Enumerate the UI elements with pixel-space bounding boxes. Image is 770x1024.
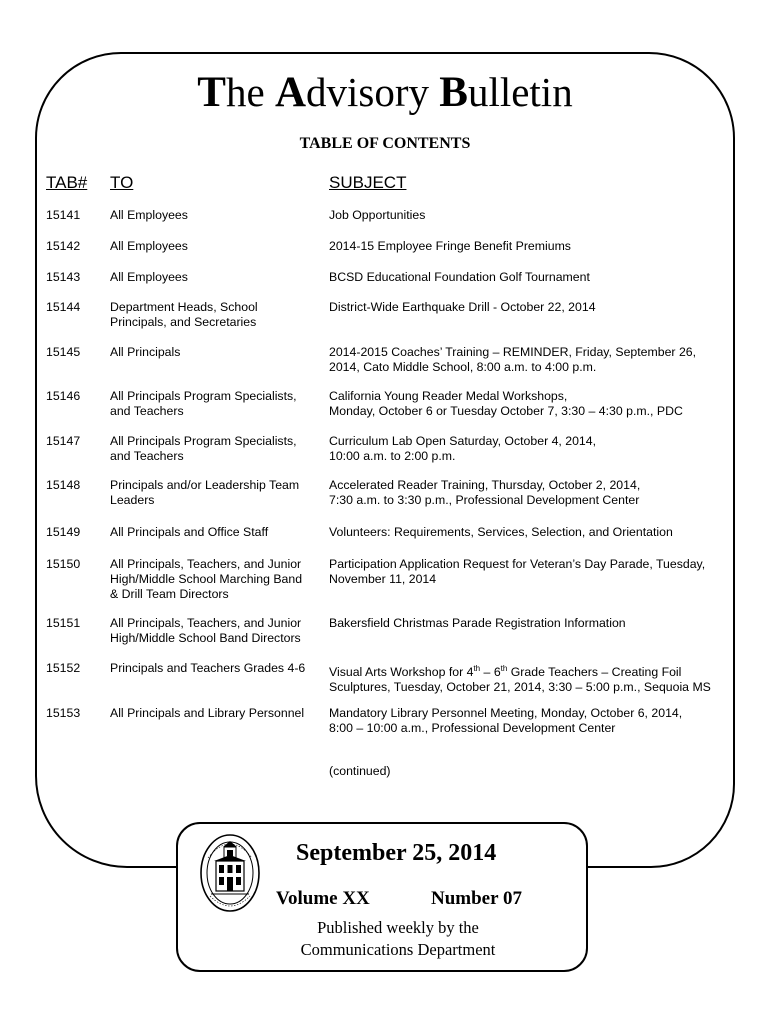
tab-number: 15141 <box>46 208 81 222</box>
tab-number: 15149 <box>46 525 81 539</box>
recipient: All Principals, Teachers, and Junior High/Middle School Marching Band & Drill Team Directors <box>110 557 303 601</box>
tab-number: 15152 <box>46 661 81 675</box>
district-seal-icon <box>198 832 262 914</box>
recipient: All Principals Program Specialists, and Teachers <box>110 389 297 418</box>
table-of-contents-heading: TABLE OF CONTENTS <box>299 135 471 152</box>
subject: California Young Reader Medal Workshops, Monday, October 6 or Tuesday October 7, 3:30 – 4:30 p.m., PDC <box>329 389 683 418</box>
tab-number: 15144 <box>46 300 81 314</box>
recipient: All Employees <box>110 239 188 253</box>
title-initial-a: A <box>274 69 306 116</box>
tab-number: 15147 <box>46 434 81 448</box>
title-initial-t: T <box>197 69 226 116</box>
volume-label: Volume XX <box>276 888 370 909</box>
recipient: All Principals <box>110 345 181 359</box>
issue-number: Number 07 <box>431 888 522 909</box>
published-line-1: Published weekly by the <box>317 918 479 937</box>
recipient: All Principals and Office Staff <box>110 525 269 539</box>
tab-number: 15142 <box>46 239 81 253</box>
title-part: ulletin <box>467 69 573 115</box>
recipient: Department Heads, School Principals, and Secretaries <box>110 300 258 329</box>
tab-number: 15148 <box>46 478 81 492</box>
subject: BCSD Educational Foundation Golf Tournament <box>329 270 590 284</box>
subject: Visual Arts Workshop for 4th – 6th Grade Teachers – Creating Foil Sculptures, Tuesday, October 21, 2014, 3:30 – 5:00 p.m., Sequoia MS <box>329 664 711 695</box>
column-header-subject: SUBJECT <box>329 173 407 192</box>
subject: Mandatory Library Personnel Meeting, Monday, October 6, 2014, 8:00 – 10:00 a.m., Professional Development Center <box>329 706 683 735</box>
tab-number: 15153 <box>46 706 81 720</box>
title-part: dvisory <box>306 69 440 115</box>
tab-number: 15146 <box>46 389 81 403</box>
recipient: Principals and/or Leadership Team Leaders <box>110 478 300 507</box>
recipient: All Employees <box>110 270 188 284</box>
subject: Curriculum Lab Open Saturday, October 4, 2014, 10:00 a.m. to 2:00 p.m. <box>329 434 597 463</box>
tab-number: 15143 <box>46 270 81 284</box>
continued-note: (continued) <box>329 764 391 778</box>
recipient: All Principals, Teachers, and Junior High/Middle School Band Directors <box>110 616 302 645</box>
subject: 2014-2015 Coaches’ Training – REMINDER, Friday, September 26, 2014, Cato Middle School, 8:00 a.m. to 4:00 p.m. <box>329 345 697 374</box>
tab-number: 15150 <box>46 557 81 571</box>
published-line-2: Communications Department <box>300 940 496 959</box>
tab-number: 15145 <box>46 345 81 359</box>
title-initial-b: B <box>439 69 468 116</box>
recipient: All Principals and Library Personnel <box>110 706 305 720</box>
subject: 2014-15 Employee Fringe Benefit Premiums <box>329 239 571 253</box>
subject: District-Wide Earthquake Drill - October 22, 2014 <box>329 300 596 314</box>
subject: Job Opportunities <box>329 208 426 222</box>
column-header-to: TO <box>110 173 134 192</box>
bulletin-title <box>0 68 770 117</box>
tab-number: 15151 <box>46 616 81 630</box>
recipient: Principals and Teachers Grades 4-6 <box>110 661 306 675</box>
subject: Bakersfield Christmas Parade Registration Information <box>329 616 626 630</box>
subject: Participation Application Request for Veteran’s Day Parade, Tuesday, November 11, 2014 <box>329 557 706 586</box>
title-part: he <box>225 69 275 115</box>
issue-date: September 25, 2014 <box>296 840 497 866</box>
recipient: All Principals Program Specialists, and Teachers <box>110 434 297 463</box>
recipient: All Employees <box>110 208 188 222</box>
subject: Volunteers: Requirements, Services, Selection, and Orientation <box>329 525 673 539</box>
column-header-tab: TAB# <box>46 173 88 192</box>
subject: Accelerated Reader Training, Thursday, October 2, 2014, 7:30 a.m. to 3:30 p.m., Professional Development Center <box>329 478 641 507</box>
